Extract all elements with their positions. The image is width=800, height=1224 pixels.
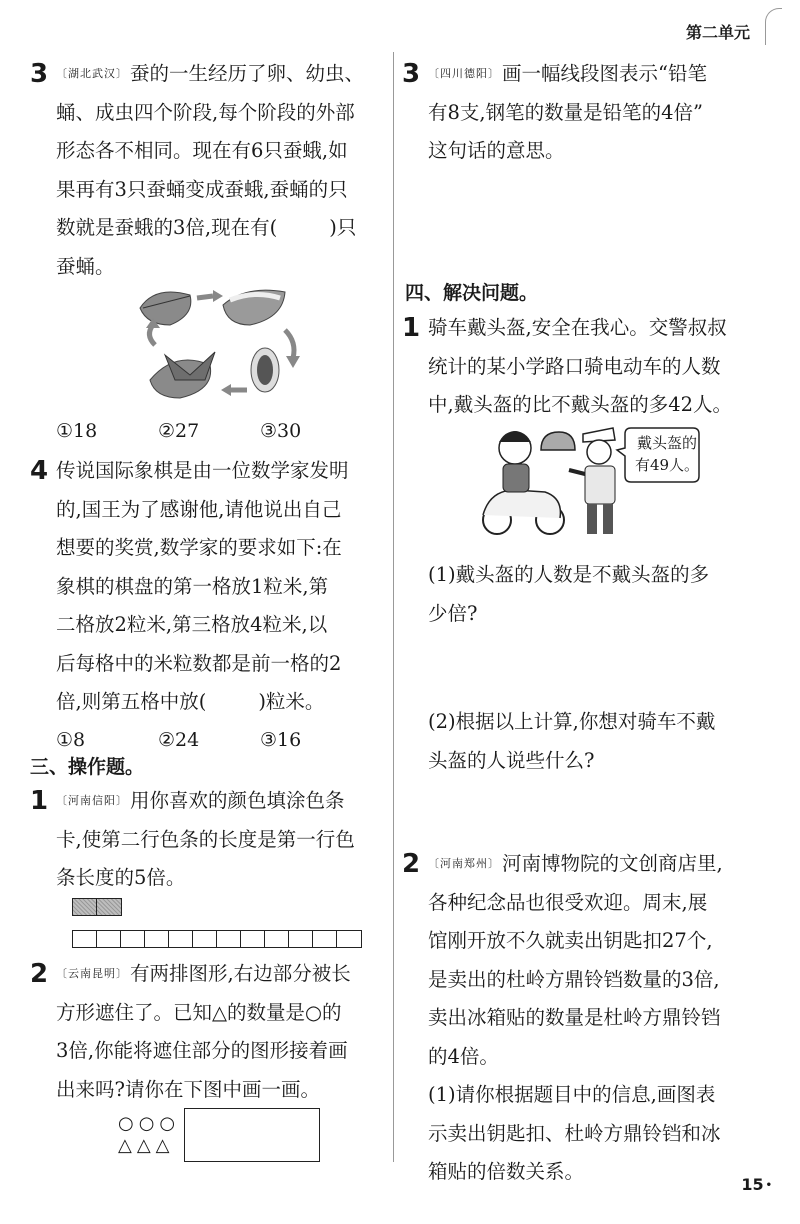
question-text: 象棋的棋盘的第一格放1粒米,第	[56, 574, 329, 598]
option-3[interactable]: ③16	[260, 728, 302, 751]
question-text: 河南博物院的文创商店里,	[502, 852, 723, 875]
option-3[interactable]: ③30	[260, 420, 302, 442]
question-text: 是卖出的杜岭方鼎铃铛数量的3倍,	[428, 967, 720, 991]
moth-on-leaf-icon	[150, 352, 215, 398]
column-divider	[393, 52, 394, 1162]
problem-2	[402, 845, 777, 1192]
strip-cell[interactable]	[241, 931, 265, 947]
strip-cell[interactable]	[97, 931, 121, 947]
strip-cell[interactable]	[169, 931, 193, 947]
question-text: (1)请你根据题目中的信息,画图表	[428, 1083, 716, 1106]
color-strip-row-1	[72, 898, 122, 916]
operation-question-1	[30, 782, 390, 898]
bubble-line: 戴头盔的	[636, 434, 697, 452]
helmet-icon	[541, 432, 575, 450]
strip-cell[interactable]	[193, 931, 217, 947]
arrow-icon	[285, 330, 294, 358]
unit-label: 第二单元	[685, 23, 750, 42]
question-text: (2)根据以上计算,你想对骑车不戴	[428, 710, 716, 733]
question-text: 出来吗?请你在下图中画一画。	[56, 1077, 320, 1101]
option-1[interactable]: ①18	[56, 420, 98, 442]
question-text: 的,国王为了感谢他,请他说出自己	[56, 497, 342, 521]
question-text: 形态各不相同。现在有6只蚕蛾,如	[56, 139, 348, 162]
question-text: 少倍?	[428, 601, 478, 625]
source-tag: 〔云南昆明〕	[56, 967, 128, 980]
question-text: 用你喜欢的颜色填涂色条	[130, 789, 345, 812]
question-text: 馆刚开放不久就卖出钥匙扣27个,	[428, 929, 713, 952]
section-3-title: 三、操作题。	[30, 756, 145, 778]
speech-bubble-text	[632, 432, 702, 476]
strip-cell[interactable]	[313, 931, 337, 947]
right-question-3	[402, 55, 777, 171]
question-text: 后每格中的米粒数都是前一格的2	[56, 651, 342, 675]
question-text: 画一幅线段图表示“铅笔	[502, 62, 707, 85]
problem-1-sub-1	[428, 556, 778, 633]
question-number: 1	[30, 786, 49, 816]
left-question-3	[30, 55, 390, 286]
question-text: 的4倍。	[428, 1044, 499, 1068]
question-text: 传说国际象棋是由一位数学家发明	[56, 459, 349, 482]
question-text: (1)戴头盔的人数是不戴头盔的多	[428, 563, 710, 586]
question-text: 果再有3只蚕蛹变成蚕蛾,蚕蛹的只	[56, 177, 348, 201]
question-text: 各种纪念品也很受欢迎。周末,展	[428, 890, 708, 914]
question-text: 条长度的5倍。	[56, 866, 186, 889]
strip-cell[interactable]	[145, 931, 169, 947]
question-text: 蛹、成虫四个阶段,每个阶段的外部	[56, 100, 355, 124]
problem-1-sub-2	[428, 703, 778, 780]
strip-cell[interactable]	[121, 931, 145, 947]
color-strip-row-2[interactable]	[72, 930, 362, 948]
question-text: 中,戴头盔的比不戴头盔的多42人。	[428, 393, 733, 416]
strip-cell[interactable]	[289, 931, 313, 947]
question-text: 有两排图形,右边部分被长	[130, 962, 351, 985]
source-tag: 〔河南郑州〕	[428, 857, 500, 870]
question-text: 卖出冰箱贴的数量是杜岭方鼎铃铛	[428, 1006, 721, 1029]
source-tag: 〔湖北武汉〕	[56, 67, 128, 80]
arrow-icon	[286, 356, 300, 368]
arrow-icon	[221, 384, 231, 396]
traffic-police-icon	[569, 428, 615, 534]
question-text: 方形遮住了。已知△的数量是○的	[56, 1000, 342, 1024]
leaf-egg-icon	[140, 292, 191, 325]
arrow-icon	[213, 290, 223, 302]
question-text: 数就是蚕蛾的3倍,现在有(	[56, 216, 278, 239]
question-number: 3	[402, 59, 421, 89]
page-number: 15 •	[741, 1175, 772, 1194]
silkworm-lifecycle-illustration	[135, 280, 305, 410]
left-question-4	[30, 452, 390, 758]
question-text: 倍,则第五格中放(	[56, 690, 207, 713]
question-number: 4	[30, 456, 49, 486]
question-text: 示卖出钥匙扣、杜岭方鼎铃铛和冰	[428, 1121, 721, 1145]
question-number: 1	[402, 313, 421, 343]
question-text: 这句话的意思。	[428, 139, 565, 162]
shape-rows	[118, 1113, 180, 1157]
question-text: )粒米。	[258, 690, 325, 713]
triangle-row: △△△	[118, 1135, 175, 1156]
question-text: 统计的某小学路口骑电动车的人数	[428, 354, 721, 378]
question-text: 骑车戴头盔,安全在我心。交警叔叔	[428, 316, 727, 339]
covering-rectangle[interactable]	[184, 1108, 320, 1162]
question-text: 头盔的人说些什么?	[428, 748, 595, 772]
strip-cell	[73, 899, 97, 915]
question-number: 2	[30, 959, 49, 989]
arrow-icon	[197, 296, 213, 298]
question-text: 想要的奖赏,数学家的要求如下:在	[56, 536, 342, 559]
question-text: 二格放2粒米,第三格放4粒米,以	[56, 613, 328, 636]
question-text: 有8支,钢笔的数量是铅笔的4倍”	[428, 100, 703, 124]
question-text: 3倍,你能将遮住部分的图形接着画	[56, 1039, 348, 1062]
strip-cell	[97, 899, 121, 915]
question-number: 2	[402, 849, 421, 879]
strip-cell[interactable]	[337, 931, 361, 947]
question-text: 箱贴的倍数关系。	[428, 1160, 585, 1183]
section-4-title: 四、解决问题。	[405, 282, 539, 304]
strip-cell[interactable]	[73, 931, 97, 947]
operation-question-2	[30, 955, 390, 1109]
strip-cell[interactable]	[217, 931, 241, 947]
bubble-line: 有49人。	[634, 456, 700, 474]
question-number: 3	[30, 59, 49, 89]
question-text: 蚕的一生经历了卵、幼虫、	[130, 62, 365, 85]
left-question-3-options	[30, 413, 390, 449]
source-tag: 〔河南信阳〕	[56, 794, 128, 807]
option-1[interactable]: ①8	[56, 728, 86, 751]
leaf-larva-icon	[223, 290, 285, 325]
question-text: )只	[329, 216, 357, 239]
option-2[interactable]: ②27	[158, 420, 200, 442]
cocoon-pupa-icon	[251, 348, 279, 392]
question-text: 卡,使第二行色条的长度是第一行色	[56, 827, 355, 851]
question-text: 蚕蛹。	[56, 254, 115, 278]
circle-row: ○○○	[118, 1113, 181, 1134]
strip-cell[interactable]	[265, 931, 289, 947]
source-tag: 〔四川德阳〕	[428, 67, 500, 80]
page-corner-decoration	[765, 8, 782, 45]
option-2[interactable]: ②24	[158, 728, 200, 751]
problem-1	[402, 309, 777, 425]
